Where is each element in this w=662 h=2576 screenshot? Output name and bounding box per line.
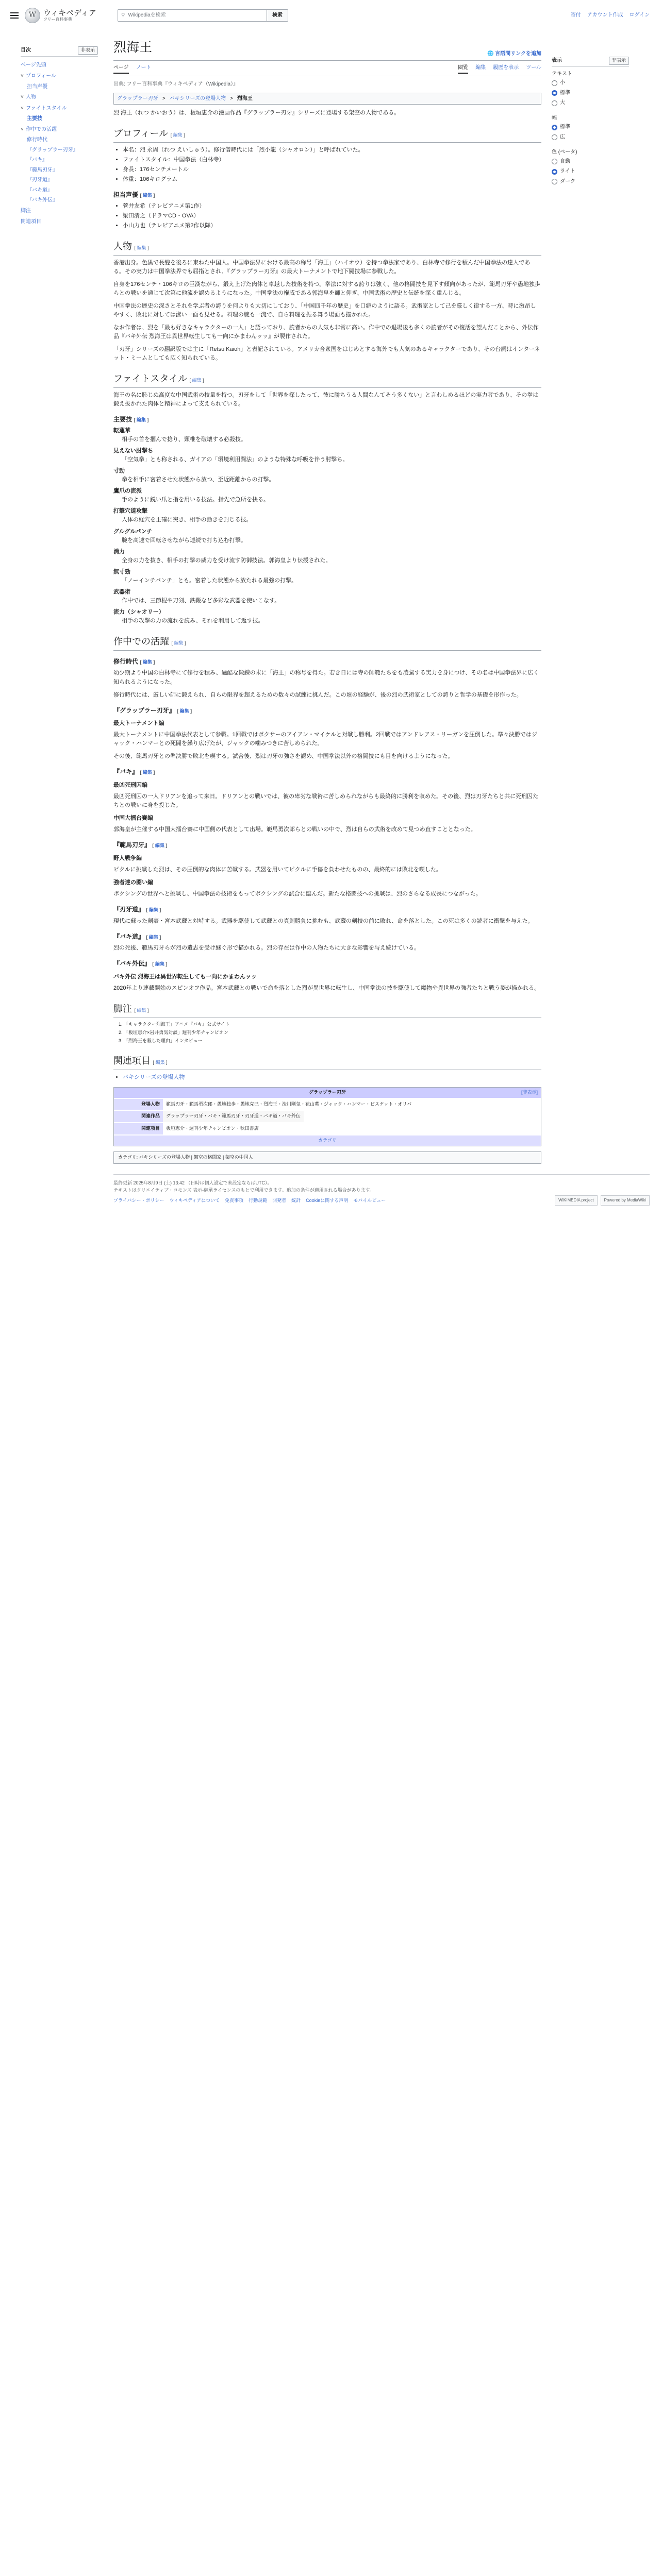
footnotes-title: 脚注 bbox=[113, 1003, 132, 1014]
toc-item[interactable] bbox=[21, 114, 98, 124]
footnote-list bbox=[124, 1021, 541, 1045]
radio-option[interactable] bbox=[552, 98, 629, 108]
appearance-group bbox=[552, 70, 629, 108]
appearance-group-label: テキスト bbox=[552, 71, 572, 77]
toc-hide-button[interactable]: 非表示 bbox=[78, 46, 98, 55]
list-item: • 梁田清之（ドラマCD・OVA） bbox=[123, 212, 541, 221]
technique-name: 無寸勁 bbox=[113, 568, 130, 575]
subheading: 最大トーナメント編 bbox=[113, 720, 164, 727]
edit-link-label[interactable]: 編集 bbox=[142, 193, 152, 198]
related-item bbox=[123, 1073, 541, 1082]
navbox-list[interactable]: 範馬刃牙・範馬勇次郎・愚地独歩・愚地克巳・烈海王・渋川剛気・花山薫・ジャック・ハンマー・ビスケット・オリバ bbox=[163, 1099, 415, 1110]
toc-toggle-icon[interactable]: ˅ bbox=[21, 126, 24, 132]
footer-link[interactable]: ウィキペディアについて bbox=[169, 1198, 220, 1204]
edit-link[interactable]: [ 編集 ] bbox=[171, 640, 186, 646]
subsection-heading bbox=[113, 767, 541, 777]
toc-item-label[interactable]: 『バキ外伝』 bbox=[27, 197, 58, 204]
category-links[interactable]: カテゴリ: バキシリーズの登場人物 | 架空の格闘家 | 架空の中国人 bbox=[113, 1151, 541, 1164]
paragraph: 郭海皇が主催する中国大擂台賽に中国側の代表として出場。範馬勇次郎らとの戦いの中で、烈は自らの武術を改めて見つめ直すこととなった。 bbox=[113, 826, 476, 833]
breadcrumb-item[interactable]: バキシリーズの登場人物 bbox=[169, 95, 226, 101]
radio-option[interactable] bbox=[552, 177, 629, 187]
footer-link[interactable]: 免責事項 bbox=[225, 1198, 244, 1204]
footer-badge[interactable]: Powered by MediaWiki bbox=[601, 1195, 650, 1206]
subsection-heading bbox=[113, 657, 541, 667]
edit-link[interactable]: [ 編集 ] bbox=[152, 843, 168, 849]
section-heading bbox=[113, 372, 541, 388]
toc-item[interactable] bbox=[21, 216, 98, 228]
section-title: 人物 bbox=[113, 241, 132, 252]
edit-link-label[interactable]: 編集 bbox=[142, 770, 152, 775]
account-link[interactable]: 寄付 bbox=[570, 12, 581, 19]
paragraph: ピクルに挑戦した烈は、その圧倒的な肉体に苦戦する。武器を用いてピクルに手傷を負わせたものの、最終的には敗北を喫した。 bbox=[113, 866, 442, 873]
breadcrumb-separator: > bbox=[162, 95, 166, 101]
radio-label: ライト bbox=[560, 168, 575, 175]
technique-name: 寸勁 bbox=[113, 468, 125, 474]
navbox-title-text: グラップラー刃牙 bbox=[309, 1089, 346, 1095]
radio-label: 標準 bbox=[560, 124, 570, 130]
toc-item[interactable] bbox=[21, 135, 98, 145]
related-link[interactable]: バキシリーズの登場人物 bbox=[123, 1074, 185, 1080]
radio-button[interactable] bbox=[552, 159, 557, 164]
radio-label: 大 bbox=[560, 100, 565, 106]
page-footer bbox=[113, 1174, 650, 1218]
edit-link[interactable]: [ 編集 ] bbox=[134, 245, 149, 251]
toc-item-label[interactable]: 『バキ道』 bbox=[27, 187, 53, 193]
radio-label: 自動 bbox=[560, 158, 570, 164]
last-edit-notice: 最終更新 2025年8月9日 (土) 13:42 （日時は個人設定で未設定ならばUTC）。 bbox=[113, 1180, 272, 1186]
subsection-heading bbox=[113, 905, 541, 914]
subsection-title: 『範馬刃牙』 bbox=[113, 841, 151, 849]
toc-item[interactable] bbox=[21, 155, 98, 165]
edit-link-label[interactable]: 編集 bbox=[155, 1059, 165, 1065]
edit-link-label[interactable]: 編集 bbox=[142, 659, 152, 665]
toc-item-label[interactable]: 人物 bbox=[26, 94, 36, 100]
footer-link[interactable]: 開発者 bbox=[272, 1198, 287, 1204]
navbox-group: 関連作品 bbox=[114, 1111, 163, 1122]
radio-button[interactable] bbox=[552, 169, 557, 175]
breadcrumb-item: 烈海王 bbox=[237, 95, 253, 101]
paragraph: 「刃牙」シリーズの翻訳版では主に「Retsu Kaioh」と表記されている。アメリカ合衆国をはじめとする海外でも人気のあるキャラクターであり、その台詞はインターネット・ミームとしても広く知られている。 bbox=[113, 346, 540, 362]
toc-item-label[interactable]: プロフィール bbox=[26, 73, 56, 79]
appearance-group bbox=[552, 114, 629, 143]
paragraph: 現代に蘇った剣豪・宮本武蔵と対峙する。武器を駆使して武蔵との真剣勝負に挑むも、武蔵の剣技の前に敗れ、命を落とした。この死は多くの読者に衝撃を与えた。 bbox=[113, 918, 534, 924]
tab-talk[interactable]: ノート bbox=[136, 64, 152, 71]
list-item: • 体重：106キログラム bbox=[123, 175, 541, 184]
tab-view-1[interactable]: 編集 bbox=[475, 64, 486, 71]
edit-link[interactable]: [ 編集 ] bbox=[146, 934, 161, 940]
toc-item-label[interactable]: 脚注 bbox=[21, 208, 31, 214]
navbox-group: 登場人物 bbox=[114, 1099, 163, 1110]
technique-description: 手のように鋭い爪と指を用いる技法。指先で急所を抉る。 bbox=[122, 497, 269, 503]
subheading: 最凶死刑囚編 bbox=[113, 782, 147, 788]
technique-name: 見えない肘撃ち bbox=[113, 448, 153, 454]
radio-label: 小 bbox=[560, 80, 565, 86]
paragraph: その後、範馬刃牙との準決勝で敗北を喫する。試合後、烈は刃牙の強さを認め、中国拳法以外の格闘技にも目を向けるようになった。 bbox=[113, 753, 454, 760]
subsection-heading bbox=[113, 840, 541, 850]
technique-description: 「ノーインチパンチ」とも。密着した状態から放たれる最強の打撃。 bbox=[122, 577, 297, 584]
navbox-hide-button[interactable]: [非表示] bbox=[521, 1089, 538, 1095]
tab-page[interactable]: ページ bbox=[113, 64, 129, 74]
technique-description: 相手の攻撃の力の流れを読み、それを利用して返す技。 bbox=[122, 617, 264, 624]
technique-description: 相手の首を掴んで捻り、頸椎を破壊する必殺技。 bbox=[122, 436, 246, 443]
account-link[interactable]: ログイン bbox=[629, 12, 650, 19]
navbox-list[interactable]: 板垣恵介・週刊少年チャンピオン・秋田書店 bbox=[163, 1123, 262, 1134]
edit-link[interactable]: [ 編集 ] bbox=[140, 659, 155, 665]
toc-item[interactable] bbox=[21, 82, 98, 92]
navbox-rows bbox=[114, 1098, 541, 1135]
title-row bbox=[113, 31, 541, 61]
radio-button[interactable] bbox=[552, 100, 557, 106]
appearance-panel bbox=[552, 31, 629, 1164]
bullet-list bbox=[123, 202, 541, 230]
edit-link[interactable]: [ 編集 ] bbox=[170, 132, 185, 138]
navbox-category-link[interactable]: カテゴリ bbox=[318, 1138, 337, 1143]
appearance-groups bbox=[552, 70, 629, 187]
appearance-group-label: 色 (ベータ) bbox=[552, 149, 577, 156]
edit-link-label[interactable]: 編集 bbox=[137, 245, 146, 251]
search-icon: ⚲ bbox=[121, 12, 125, 19]
toc-item-label[interactable]: 関連項目 bbox=[21, 219, 41, 225]
edit-link[interactable]: [ 編集 ] bbox=[134, 417, 149, 423]
navbox-title bbox=[114, 1088, 541, 1098]
paragraph: 中国拳法の歴史の深さとそれを学ぶ者の誇りを何よりも大切にしており、「中国四千年の歴史」を口癖のように語る。武術家として己を厳しく律する一方、時に激昂しやすく、敗北に対しては潔い一面も見せる。料理の腕も一流で、自ら料理を振る舞う場面も描かれた。 bbox=[113, 303, 536, 318]
subsection-title: 『バキ』 bbox=[113, 768, 139, 776]
toc-toggle-icon[interactable]: ˅ bbox=[21, 73, 24, 79]
paragraph: 烈の死後、範馬刃牙らが烈の遺志を受け継ぐ形で描かれる。烈の存在は作中の人物たちに大きな影響を与え続けている。 bbox=[113, 945, 420, 952]
edit-link[interactable]: [ 編集 ] bbox=[146, 907, 161, 912]
page-tabs bbox=[113, 61, 541, 77]
section-heading bbox=[113, 240, 541, 256]
table-of-contents bbox=[21, 31, 98, 1164]
navbox-footer bbox=[114, 1134, 541, 1146]
toc-title: 目次 bbox=[21, 47, 31, 54]
subsection-title: 主要技 bbox=[113, 416, 133, 423]
toc-item[interactable] bbox=[21, 124, 98, 135]
navbox-group: 関連項目 bbox=[114, 1123, 163, 1134]
account-link[interactable]: アカウント作成 bbox=[587, 12, 623, 19]
main-menu-icon[interactable] bbox=[7, 8, 22, 23]
technique-description: 拳を相手に密着させた状態から放つ、至近距離からの打撃。 bbox=[122, 477, 275, 483]
toc-item-label[interactable]: 『バキ』 bbox=[27, 157, 47, 163]
radio-button[interactable] bbox=[552, 134, 557, 140]
tab-view-0[interactable]: 閲覧 bbox=[458, 64, 468, 74]
radio-label: 広 bbox=[560, 134, 565, 140]
breadcrumb bbox=[113, 93, 541, 105]
radio-button[interactable] bbox=[552, 80, 557, 86]
navbox-row bbox=[114, 1098, 541, 1110]
references bbox=[113, 1021, 541, 1045]
radio-label: ダーク bbox=[560, 178, 575, 184]
license-notice: テキストはクリエイティブ・コモンズ 表示-継承ライセンスのもとで利用できます。追加の条件が適用される場合があります。 bbox=[113, 1188, 374, 1193]
navbox-list[interactable]: グラップラー刃牙・バキ・範馬刃牙・刃牙道・バキ道・バキ外伝 bbox=[163, 1111, 304, 1122]
paragraph: 自身を176センチ・106キロの巨漢ながら、鍛え上げた肉体と卓越した技術を持つ。拳法に対する誇りは強く、他の格闘技を見下す傾向があったが、範馬刃牙や愚地独歩らとの戦いを通じて次第に他流を認めるようになった。中国拳法の権威である郭海皇を師と仰ぎ、中国武術の歴史と伝統を深く重んじる。 bbox=[113, 281, 540, 297]
edit-link[interactable]: [ 編集 ] bbox=[189, 378, 204, 383]
section-heading bbox=[113, 635, 541, 651]
subsection-heading bbox=[113, 190, 541, 200]
technique-name: 消力 bbox=[113, 548, 125, 555]
subheading: 強者達の闘い編 bbox=[113, 879, 153, 886]
tab-view-3[interactable]: ツール bbox=[526, 64, 541, 71]
technique-description: 「空気拳」とも称される、ガイアの「環境利用闘法」のような特殊な呼吸を伴う肘撃ち。 bbox=[122, 456, 349, 463]
toc-item-label[interactable]: 『グラップラー刃牙』 bbox=[27, 147, 78, 153]
technique-description: 作中では、三節棍や刀剣、鉄鞭など多彩な武器を使いこなす。 bbox=[122, 597, 280, 604]
language-icon: 🌐 bbox=[487, 51, 494, 57]
technique-name: 鷹爪の流派 bbox=[113, 488, 142, 495]
site-logo[interactable] bbox=[25, 8, 112, 23]
edit-link-label[interactable]: 編集 bbox=[174, 640, 184, 646]
edit-link[interactable]: [ 編集 ] bbox=[134, 1007, 149, 1013]
view-tabs bbox=[458, 64, 541, 74]
section-title: プロフィール bbox=[113, 128, 169, 139]
edit-link[interactable]: [ 編集 ] bbox=[152, 961, 168, 967]
appearance-header bbox=[552, 57, 629, 67]
page-title: 烈海王 bbox=[113, 41, 153, 55]
radio-label: 標準 bbox=[560, 90, 570, 96]
language-button-label: 言語間リンクを追加 bbox=[495, 51, 541, 57]
radio-option[interactable] bbox=[552, 166, 629, 177]
subsection-title: 『刃牙道』 bbox=[113, 906, 145, 913]
subheading: バキ外伝 烈海王は異世界転生しても一向にかまわんッッ bbox=[113, 973, 257, 980]
toc-item-label[interactable]: 『刃牙道』 bbox=[27, 177, 53, 183]
footnote-item: 3. 「烈海王を殺した理由」インタビュー bbox=[124, 1038, 541, 1045]
radio-option[interactable] bbox=[552, 157, 629, 167]
technique-name: 武器術 bbox=[113, 588, 130, 595]
radio-option[interactable] bbox=[552, 78, 629, 88]
toc-item[interactable] bbox=[21, 103, 98, 114]
footnote-item: 1. 「キャラクター烈海王」アニメ『バキ』公式サイト bbox=[124, 1021, 541, 1028]
paragraph: なお作者は、烈を「最も好きなキャラクターの一人」と語っており、読者からの人気も非常に高い。作中での退場後も多くの読者がその復活を望んだことから、外伝作品『バキ外伝 烈海王は異世界転生しても一向にかまわんッッ』が製作された。 bbox=[113, 325, 539, 340]
search-input[interactable] bbox=[118, 9, 267, 22]
toc-item[interactable] bbox=[21, 165, 98, 176]
site-tagline: フリー百科事典 bbox=[43, 16, 72, 22]
appearance-group bbox=[552, 148, 629, 187]
footnote-item: 2. 「板垣恵介×岩井勇気対談」週刊少年チャンピオン bbox=[124, 1029, 541, 1037]
bullet-list bbox=[123, 146, 541, 184]
radio-button[interactable] bbox=[552, 90, 557, 96]
toc-item[interactable] bbox=[21, 185, 98, 196]
list-item: • 本名：烈 永周（れつ えいしゅう）。修行僧時代には「烈小龍（シャオロン）」と呼ばれていた。 bbox=[123, 146, 541, 155]
appearance-title: 表示 bbox=[552, 58, 562, 64]
article-content bbox=[98, 31, 552, 1164]
footer-link[interactable]: プライバシー・ポリシー bbox=[113, 1198, 164, 1204]
toc-item-label[interactable]: 『範馬刃牙』 bbox=[27, 167, 58, 173]
related-heading bbox=[113, 1054, 541, 1070]
paragraph: 最大トーナメントに中国拳法代表として参戦。1回戦ではボクサーのアイアン・マイケルと対戦し勝利。2回戦ではアンドレアス・リーガンを圧倒した。準々決勝ではジャック・ハンマーとの死闘を繰り広げたが、ジャックの噛みつきに苦しめられた。 bbox=[113, 732, 537, 747]
subsection-heading bbox=[113, 415, 541, 425]
edit-link-label[interactable]: 編集 bbox=[155, 961, 164, 967]
radio-button[interactable] bbox=[552, 125, 557, 130]
subsection-title: 修行時代 bbox=[113, 657, 139, 665]
edit-link[interactable]: [ 編集 ] bbox=[177, 708, 192, 714]
search-placeholder: Wikipediaを検索 bbox=[128, 12, 166, 19]
tab-view-2[interactable]: 履歴を表示 bbox=[493, 64, 519, 71]
edit-link-label[interactable]: 編集 bbox=[155, 843, 164, 849]
related-title: 関連項目 bbox=[113, 1055, 151, 1066]
personal-tools bbox=[571, 11, 650, 20]
paragraph: 香港出身。色黒で長髪を後ろに束ねた中国人。中国拳法界における最高の称号「海王」（ハイオウ）を持つ拳法家であり、白林寺で修行を積んだ中国拳法の達人である。その実力は中国拳法界でも屈指とされ、『グラップラー刃牙』の最大トーナメントで地下闘技場に参戦した。 bbox=[113, 260, 531, 275]
site-subtitle: 出典: フリー百科事典『ウィキペディア（Wikipedia）』 bbox=[113, 81, 239, 88]
technique-description: 腕を高速で回転させながら連続で打ち込む打撃。 bbox=[122, 537, 246, 544]
edit-link[interactable]: [ 編集 ] bbox=[153, 1059, 168, 1065]
toc-item-label[interactable]: 主要技 bbox=[27, 116, 42, 122]
list-item: • 小山力也（テレビアニメ第2作以降） bbox=[123, 222, 541, 230]
article-sections bbox=[113, 127, 541, 993]
list-item: • ファイトスタイル：中国拳法（白林寺） bbox=[123, 156, 541, 164]
search-form bbox=[118, 9, 288, 22]
intro-paragraph: 烈 海王（れつ かいおう）は、板垣恵介の漫画作品『グラップラー刃牙』シリーズに登場する架空の人物である。 bbox=[113, 110, 400, 116]
technique-name: 転蓮華 bbox=[113, 428, 130, 434]
toc-item-label[interactable]: 作中での活躍 bbox=[26, 126, 57, 132]
footer-link[interactable]: 統計 bbox=[291, 1198, 301, 1204]
toc-item-label[interactable]: ページ先頭 bbox=[21, 62, 46, 68]
search-button[interactable]: 検索 bbox=[267, 9, 288, 22]
edit-link-label[interactable]: 編集 bbox=[137, 1007, 146, 1013]
technique-description: 人体の経穴を正確に突き、相手の動きを封じる技。 bbox=[122, 517, 252, 523]
edit-link-label[interactable]: 編集 bbox=[148, 907, 158, 912]
paragraph: 海王の名に恥じぬ高度な中国武術の技量を持つ。刃牙をして「世界を探したって、彼に勝ちうる人間なんてそう多くない」と言わしめるほどの実力者であり、その拳は鍛え抜かれた肉体と精神によって支えられている。 bbox=[113, 392, 539, 408]
toc-item-label[interactable]: ファイトスタイル bbox=[26, 105, 67, 111]
technique-list bbox=[113, 427, 541, 625]
top-bar bbox=[0, 0, 662, 31]
paragraph: 最凶死刑囚の一人ドリアンを追って来日。ドリアンとの戦いでは、彼の卑劣な戦術に苦しめられながらも最終的に勝利を収めた。その後、烈は刃牙たちと共に死刑囚たちとの戦いに身を投じた。 bbox=[113, 793, 539, 809]
technique-name: グルグルパンチ bbox=[113, 528, 153, 535]
toc-item[interactable] bbox=[21, 145, 98, 156]
toc-item[interactable] bbox=[21, 92, 98, 103]
appearance-hide-button[interactable]: 非表示 bbox=[609, 57, 629, 65]
toc-item[interactable] bbox=[21, 195, 98, 206]
list-item: • 菅井友希（テレビアニメ第1作） bbox=[123, 202, 541, 211]
subsection-heading bbox=[113, 706, 541, 716]
section-heading bbox=[113, 127, 541, 143]
paragraph: 2020年より連載開始のスピンオフ作品。宮本武蔵との戦いで命を落とした烈が異世界に転生し、中国拳法の技を駆使して魔物や異世界の強者たちと戦う姿が描かれる。 bbox=[113, 985, 540, 991]
subsection-title: 『バキ外伝』 bbox=[113, 960, 151, 968]
edit-link-label[interactable]: 編集 bbox=[148, 934, 158, 940]
radio-option[interactable] bbox=[552, 132, 629, 143]
language-button[interactable] bbox=[487, 50, 541, 58]
subsection-heading bbox=[113, 932, 541, 942]
subsection-heading bbox=[113, 959, 541, 969]
toc-list bbox=[21, 60, 98, 228]
technique-name: 打撃穴道攻撃 bbox=[113, 508, 147, 515]
namespace-tabs bbox=[113, 64, 152, 74]
subsection-title: 『バキ道』 bbox=[113, 933, 145, 940]
footnotes-heading bbox=[113, 1002, 541, 1018]
toc-toggle-icon[interactable]: ˅ bbox=[21, 94, 24, 100]
radio-option[interactable] bbox=[552, 122, 629, 132]
technique-description: 全身の力を抜き、相手の打撃の威力を受け流す防御技法。郭海皇より伝授された。 bbox=[122, 557, 332, 564]
subheading: 野人戦争編 bbox=[113, 855, 142, 861]
subsection-title: 担当声優 bbox=[113, 191, 139, 199]
navbox-row bbox=[114, 1110, 541, 1122]
toc-item[interactable] bbox=[21, 71, 98, 82]
paragraph: 幼少期より中国の白林寺にて修行を積み、過酷な鍛錬の末に「海王」の称号を得た。若き日には寺の師範たちをも凌駕する実力を身につけ、その名は中国拳法界に広く知られるようになった。 bbox=[113, 670, 539, 685]
edit-link-label[interactable]: 編集 bbox=[136, 417, 146, 423]
wikipedia-globe-icon: W bbox=[25, 8, 40, 23]
toc-item-label[interactable]: 修行時代 bbox=[27, 137, 47, 143]
footer-badge[interactable]: WIKIMEDIA project bbox=[555, 1195, 597, 1206]
radio-button[interactable] bbox=[552, 179, 557, 184]
toc-header bbox=[21, 46, 98, 57]
technique-name: 流力（シャオリー） bbox=[113, 608, 164, 615]
edit-link[interactable]: [ 編集 ] bbox=[140, 193, 155, 198]
edit-link-label[interactable]: 編集 bbox=[179, 708, 189, 714]
toc-toggle-icon[interactable]: ˅ bbox=[21, 105, 24, 111]
breadcrumb-item[interactable]: グラップラー刃牙 bbox=[117, 95, 158, 101]
navbox-row bbox=[114, 1122, 541, 1134]
section-title: 作中での活躍 bbox=[113, 636, 169, 647]
toc-item[interactable] bbox=[21, 206, 98, 217]
subheading: 中国大擂台賽編 bbox=[113, 815, 153, 822]
edit-link[interactable]: [ 編集 ] bbox=[140, 770, 155, 775]
section-title: ファイトスタイル bbox=[113, 374, 188, 384]
radio-option[interactable] bbox=[552, 88, 629, 98]
footer-link[interactable]: モバイルビュー bbox=[353, 1198, 386, 1204]
list-item: • 身長：176センチメートル bbox=[123, 165, 541, 174]
navbox bbox=[113, 1087, 541, 1147]
edit-link-label[interactable]: 編集 bbox=[192, 378, 202, 383]
toc-item-label[interactable]: 担当声優 bbox=[27, 83, 47, 90]
toc-item[interactable] bbox=[21, 175, 98, 185]
breadcrumb-separator: > bbox=[230, 95, 233, 101]
appearance-group-label: 幅 bbox=[552, 115, 557, 121]
footer-link[interactable]: 行動規範 bbox=[249, 1198, 268, 1204]
paragraph: 修行時代には、厳しい師に鍛えられ、自らの限界を超えるための数々の試練に挑んだ。この頃の経験が、後の烈の武術家としての誇りと哲学の基礎を形作った。 bbox=[113, 691, 522, 698]
related-list bbox=[123, 1073, 541, 1082]
footer-link[interactable]: Cookieに関する声明 bbox=[306, 1198, 349, 1204]
edit-link-label[interactable]: 編集 bbox=[173, 132, 183, 138]
subsection-title: 『グラップラー刃牙』 bbox=[113, 706, 175, 714]
toc-item[interactable] bbox=[21, 60, 98, 71]
paragraph: ボクシングの世界へと挑戦し、中国拳法の技術をもってボクシングの試合に臨んだ。新たな格闘技への挑戦は、烈のさらなる成長につながった。 bbox=[113, 890, 482, 897]
site-name: ウィキペディア bbox=[43, 8, 96, 18]
